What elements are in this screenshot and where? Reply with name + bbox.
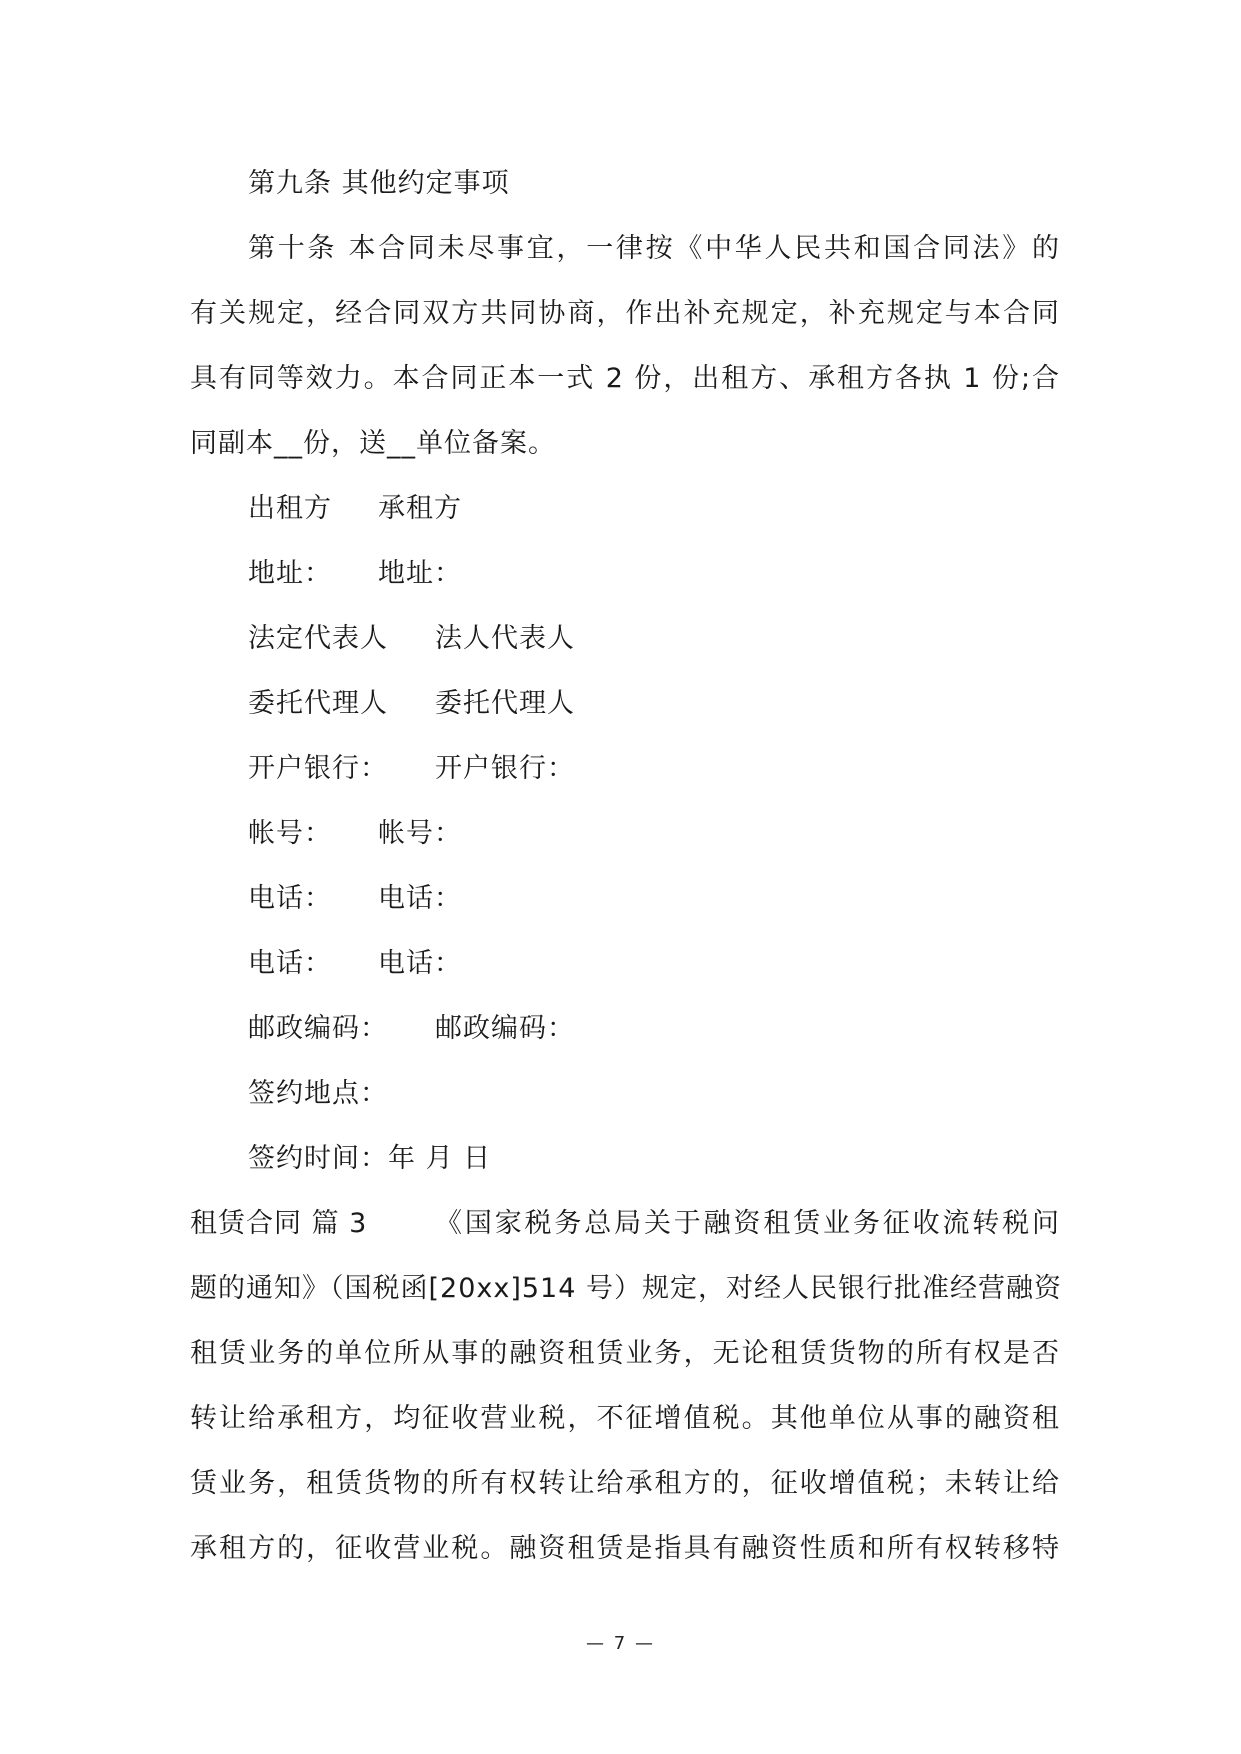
lessee-phone-label-2: 电话： — [378, 948, 462, 979]
section-3-line-2: 题的通知》（国税函[20xx]514 号）规定，对经人民银行批准经营融资 — [190, 1273, 1062, 1304]
article-10-line-2: 有关规定，经合同双方共同协商，作出补充规定，补充规定与本合同 — [190, 298, 1060, 329]
section-3-heading: 租赁合同 篇 3 — [190, 1208, 368, 1239]
signature-row-address — [248, 556, 1118, 592]
section-3-line-6: 承租方的，征收营业税。融资租赁是指具有融资性质和所有权转移特 — [190, 1533, 1060, 1564]
lessee-phone-label: 电话： — [378, 883, 462, 914]
sign-time-label: 签约时间：年 月 日 — [248, 1143, 492, 1174]
lessor-postcode-label: 邮政编码： — [248, 1013, 388, 1044]
signature-row-phone-2 — [248, 946, 1118, 982]
signature-row-legal-rep — [248, 621, 1118, 657]
lessor-account-label: 帐号： — [248, 818, 332, 849]
lessor-legal-rep-label: 法定代表人 — [248, 623, 388, 654]
page-number: — 7 — — [586, 1633, 655, 1654]
lessor-phone-label-2: 电话： — [248, 948, 332, 979]
article-10-line-3: 具有同等效力。本合同正本一式 2 份，出租方、承租方各执 1 份;合 — [190, 363, 1060, 394]
section-3-line-3: 租赁业务的单位所从事的融资租赁业务，无论租赁货物的所有权是否 — [190, 1338, 1060, 1369]
section-3-line-5: 赁业务，租赁货物的所有权转让给承租方的，征收增值税；未转让给 — [190, 1468, 1060, 1499]
lessee-agent-label: 委托代理人 — [435, 688, 575, 719]
signature-row-bank — [248, 751, 1118, 787]
article-10-line-1: 第十条 本合同未尽事宜，一律按《中华人民共和国合同法》的 — [248, 233, 1060, 264]
lessee-legal-rep-label: 法人代表人 — [435, 623, 575, 654]
lessor-address-label: 地址： — [248, 558, 332, 589]
signature-row-parties — [248, 491, 1118, 527]
lessee-account-label: 帐号： — [378, 818, 462, 849]
signature-row-postcode — [248, 1011, 1118, 1047]
signature-row-phone-1 — [248, 881, 1118, 917]
lessee-bank-label: 开户银行： — [435, 753, 575, 784]
signature-row-agent — [248, 686, 1118, 722]
lessor-agent-label: 委托代理人 — [248, 688, 388, 719]
lessor-label: 出租方 — [248, 493, 332, 524]
lessee-address-label: 地址： — [378, 558, 462, 589]
lessor-bank-label: 开户银行： — [248, 753, 388, 784]
lessee-label: 承租方 — [378, 493, 462, 524]
section-3-line-4: 转让给承租方，均征收营业税，不征增值税。其他单位从事的融资租 — [190, 1403, 1060, 1434]
article-9-heading: 第九条 其他约定事项 — [248, 168, 510, 199]
section-3-line-1: 《国家税务总局关于融资租赁业务征收流转税问 — [435, 1208, 1060, 1239]
sign-place-label: 签约地点： — [248, 1078, 388, 1109]
lessee-postcode-label: 邮政编码： — [435, 1013, 575, 1044]
lessor-phone-label: 电话： — [248, 883, 332, 914]
signature-row-account — [248, 816, 1118, 852]
article-10-line-4: 同副本__份，送__单位备案。 — [190, 428, 556, 459]
